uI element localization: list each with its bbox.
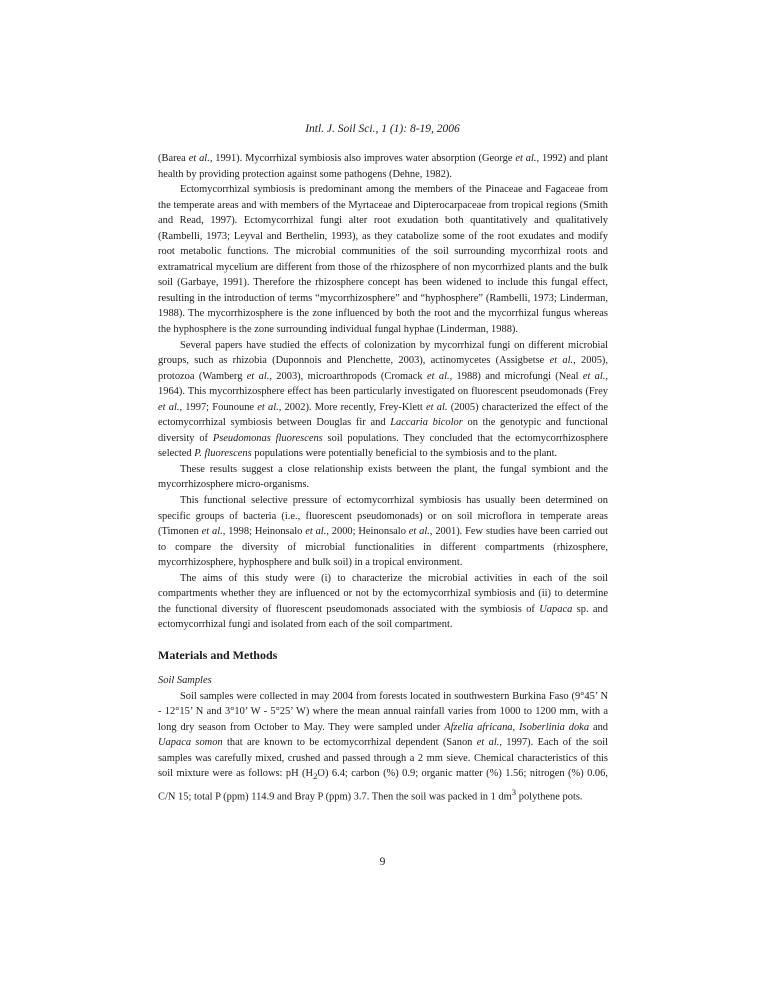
page-number: 9 (379, 856, 386, 868)
text-run: populations were potentially beneficial to the symbiosis and to the plant. (251, 448, 558, 460)
italic-run: Laccaria bicolor (390, 417, 463, 429)
paragraph-relationship (158, 462, 608, 493)
text-run: , 2000; Heinonsalo (326, 526, 409, 538)
italic-run: et al. (188, 153, 210, 164)
body-text (158, 151, 608, 805)
italic-run: et al. (549, 355, 574, 367)
paragraph-selective-pressure (158, 493, 608, 571)
text-run: and (589, 721, 609, 733)
paragraph-colonization-studies (158, 338, 608, 462)
italic-run: et al. (158, 401, 180, 413)
text-run: , 2005), protozoa (Wamberg (158, 355, 609, 382)
subsection-heading: Soil Samples (158, 674, 212, 686)
text-run: O) 6.4; carbon (%) 0.9; organic matter (%) 1.56; nitrogen (%) 0.06, C/N 15; total P (ppm) 114.9 and Bray P (ppm) 3.7. Then the soil was packed in 1 dm (158, 768, 608, 803)
subscript: 2 (313, 771, 318, 782)
italic-run: P. fluorescens (194, 448, 252, 460)
text-run: Several papers have studied the effects of colonization by mycorrhizal fungi on different microbial groups, such as rhizobia (Duponnois and Plenchette, 2003), actinomycetes (Assigbetse (158, 339, 608, 367)
text-run: (Barea (158, 153, 189, 164)
text-run: , (512, 721, 520, 733)
running-header: Intl. J. Soil Sci., 1 (1): 8-19, 2006 (305, 123, 460, 135)
italic-run: et al. (426, 401, 448, 413)
text-run: , 1997; Founoune (179, 401, 258, 413)
superscript: 3 (511, 786, 517, 797)
paragraph-ectomycorrhizal (158, 182, 608, 337)
text-run: , 1992) and plant health by providing protection against some pathogens (Dehne, 1982). (158, 153, 609, 180)
text-run: soil populations. They concluded that the ectomycorrhizosphere selected (158, 432, 608, 460)
italic-run: et al. (515, 153, 537, 164)
italic-run: et al. (426, 370, 450, 382)
text-run: Soil samples were collected in may 2004 from forests located in southwestern Burkina Faso (9°45’ N - 12°15’ N and 3°10’ W - 5°25’ W) where the mean annual rainfall varies from 1000 to 1200 mm, with a long dry season from October to May. They were sampled under (158, 690, 608, 733)
italic-run: et al. (246, 370, 270, 382)
italic-run: Isoberlinia doka (519, 721, 590, 733)
text-run: on the genotypic and functional diversity of (158, 417, 608, 444)
text-run: The aims of this study were (i) to characterize the microbial activities in each of the soil compartments whether they are influenced or not by the ectomycorrhizal symbiosis and (ii) to determine the functional diversity of fluorescent pseudomonads associated with the symbiosis of (158, 572, 608, 615)
text-run: , 2003), microarthropods (Cromack (269, 370, 427, 382)
text-run: These results suggest a close relationship exists between the plant, the fungal symbiont and the mycorrhizosphere micro-organisms. (158, 463, 608, 491)
text-run: , 1964). This mycorrhizosphere effect has been particularly investigated on fluorescent pseudomonads (Frey (158, 370, 609, 398)
text-run: , 2001). Few studies have been carried out to compare the diversity of microbial functionalities in different compartments (rhizosphere, mycorrhizosphere, hyphosphere and bulk soil) in a tropical environment. (158, 526, 609, 569)
italic-run: et al. (305, 526, 327, 538)
text-run: This functional selective pressure of ectomycorrhizal symbiosis has usually been determined on specific groups of bacteria (i.e., fluorescent pseudomonads) or on soil microflora in temperate areas (Timonen (158, 495, 608, 538)
text-run: (2005) characterized the effect of the ectomycorrhizal symbiosis between Douglas fir and (158, 401, 609, 429)
paragraph-aims (158, 571, 608, 633)
text-run: , 1998; Heinonsalo (222, 526, 306, 538)
text-run: polythene pots. (516, 791, 583, 803)
section-heading: Materials and Methods (158, 647, 278, 662)
text-run: that are known to be ectomycorrhizal dependent (Sanon (222, 737, 477, 749)
text-run: , 1991). Mycorrhizal symbiosis also improves water absorption (George (209, 153, 516, 164)
italic-run: et al. (201, 526, 223, 538)
text-run: sp. and ectomycorrhizal fungi and isolated from each of the soil compartment. (158, 603, 608, 631)
text-run: , 1997). Each of the soil samples was carefully mixed, crushed and passed through a 2 mm sieve. Chemical characteristics of this soil mixture were as follows: pH (H (158, 737, 608, 780)
text-run: , 2002). More recently, Frey-Klett (278, 401, 427, 413)
italic-run: et al. (476, 737, 500, 749)
text-run: Ectomycorrhizal symbiosis is predominant among the members of the Pinaceae and Fagaceae from the temperate areas and with members of the Myrtaceae and Dipterocarpaceae from tropical regions (Smith and Read, 1997). Ectomycorrhizal fungi alter root exudation both quantitatively and qualitatively (Rambelli, 1973; Leyval and Berthelin, 1993), as they catabolize some of the root exudates and modify root metabolic functions. The microbial communities of the soil surrounding mycorrhizal roots and extramatrical mycelium are different from those of the rhizosphere of non mycorrhized plants and the bulk soil (Garbaye, 1991). Therefore the rhizosphere concept has been widened to include this fungal effect, resulting in the introduction of terms “mycorrhizosphere” and “hyphosphere” (Rambelli, 1973; Linderman, 1988). The mycorrhizosphere is the zone influenced by both the root and the mycorrhizal fungus whereas the hyphosphere is the zone surrounding individual fungal hyphae (Linderman, 1988). (158, 184, 608, 336)
text-run: , 1988) and microfungi (Neal (449, 370, 583, 382)
italic-run: Pseudomonas fluorescens (212, 432, 323, 444)
italic-run: et al. (582, 370, 606, 382)
italic-run: Afzelia africana (444, 721, 513, 733)
paragraph-soil-samples (158, 689, 608, 805)
italic-run: et al. (257, 401, 279, 413)
paragraph-continued (158, 151, 608, 182)
italic-run: et al. (408, 526, 430, 538)
italic-run: Uapaca somon (158, 737, 223, 749)
italic-run: Uapaca (539, 603, 573, 615)
